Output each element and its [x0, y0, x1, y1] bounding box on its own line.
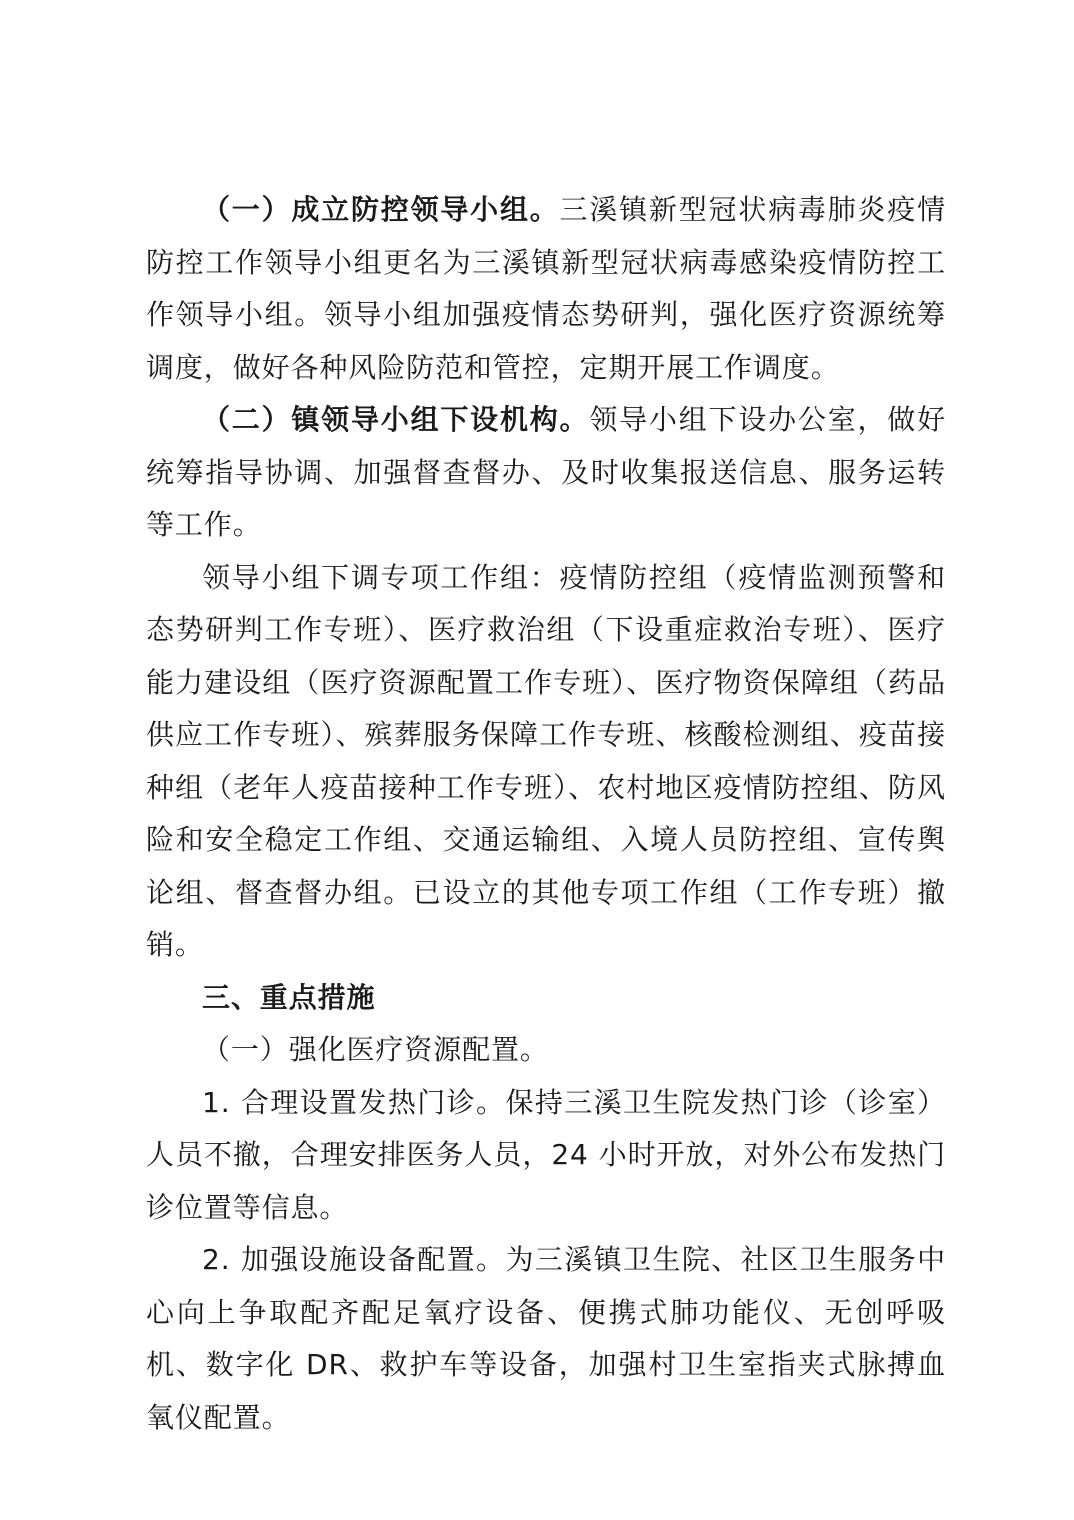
paragraph-text: 1. 合理设置发热门诊。保持三溪卫生院发热门诊（诊室）人员不撤，合理安排医务人员，24 小时开放，对外公布发热门诊位置等信息。 [146, 1085, 946, 1224]
paragraph-leading-group [146, 184, 946, 394]
item-fever-clinic [146, 1077, 946, 1235]
document-body [146, 184, 946, 1444]
section-heading: 三、重点措施 [202, 980, 376, 1014]
section-heading-key-measures [146, 972, 946, 1025]
paragraph-sub-institutions [146, 394, 946, 552]
paragraph-text: 2. 加强设施设备配置。为三溪镇卫生院、社区卫生服务中心向上争取配齐配足氧疗设备、便携式肺功能仪、无创呼吸机、数字化 DR、救护车等设备，加强村卫生室指夹式脉搏血氧仪配置。 [146, 1243, 946, 1434]
paragraph-special-groups [146, 552, 946, 972]
item-equipment [146, 1234, 946, 1444]
paragraph-text: 三溪镇新型冠状病毒肺炎疫情防控工作领导小组更名为三溪镇新型冠状病毒感染疫情防控工作领导小组。领导小组加强疫情态势研判，强化医疗资源统筹调度，做好各种风险防范和管控，定期开展工作调度。 [146, 193, 946, 384]
subsection-medical-resources [146, 1024, 946, 1077]
paragraph-heading: （一）成立防控领导小组。 [202, 193, 560, 226]
paragraph-text: （一）强化医疗资源配置。 [202, 1033, 549, 1066]
paragraph-text: 领导小组下设办公室，做好统筹指导协调、加强督查督办、及时收集报送信息、服务运转等工作。 [146, 403, 946, 541]
paragraph-text: 领导小组下调专项工作组：疫情防控组（疫情监测预警和态势研判工作专班）、医疗救治组（下设重症救治专班）、医疗能力建设组（医疗资源配置工作专班）、医疗物资保障组（药品供应工作专班）、殡葬服务保障工作专班、核酸检测组、疫苗接种组（老年人疫苗接种工作专班）、农村地区疫情防控组、防风险和安全稳定工作组、交通运输组、入境人员防控组、宣传舆论组、督查督办组。已设立的其他专项工作组（工作专班）撤销。 [146, 560, 946, 961]
paragraph-heading: （二）镇领导小组下设机构。 [202, 403, 590, 436]
